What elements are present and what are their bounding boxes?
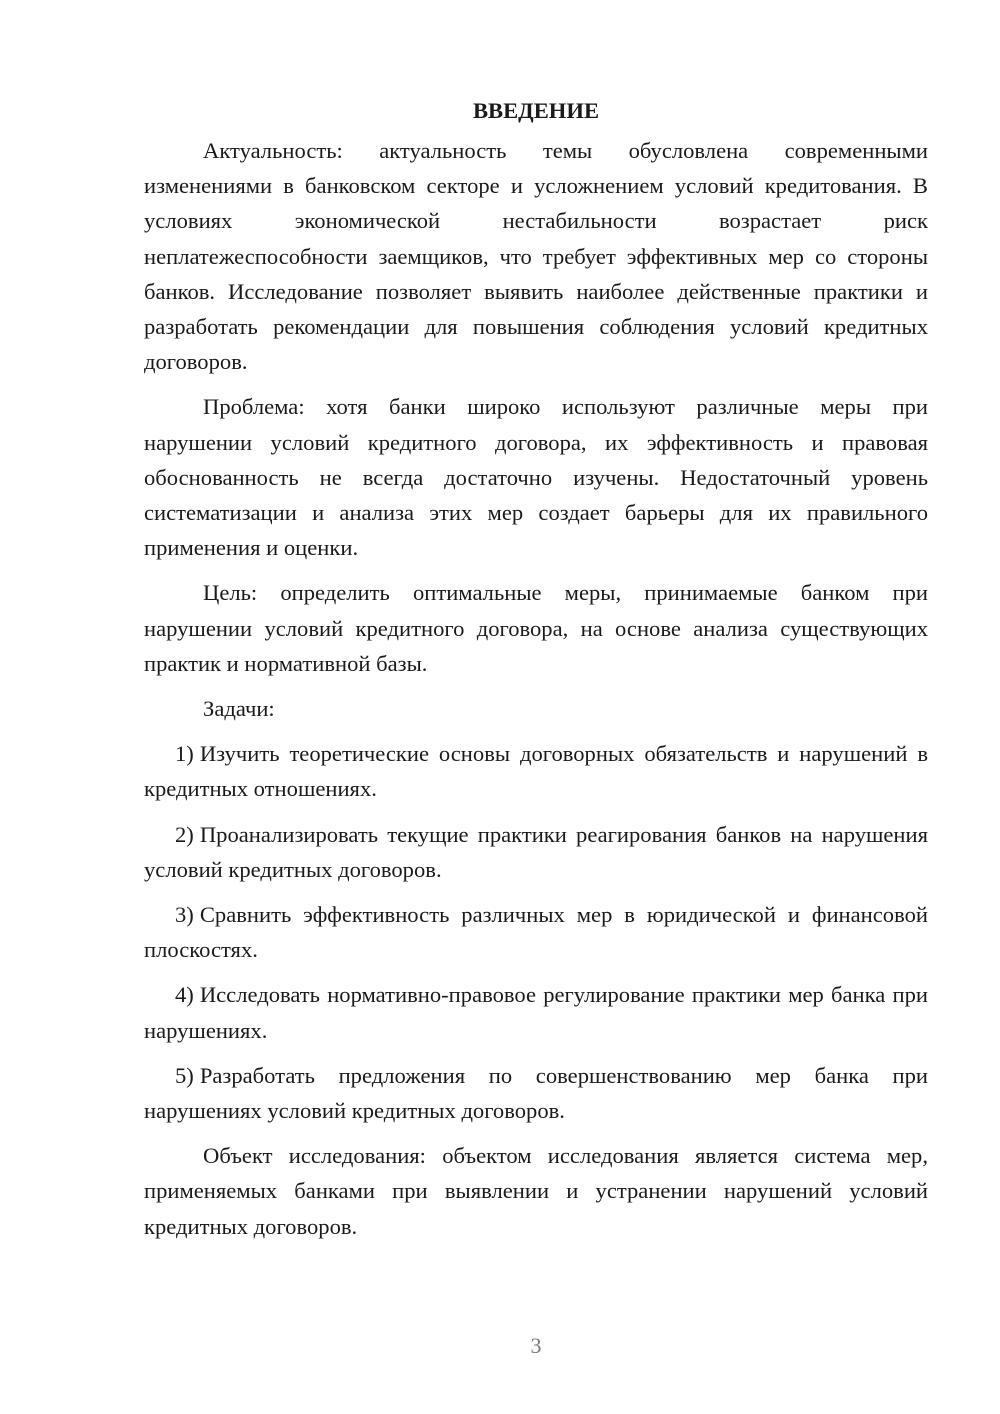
list-item [144, 897, 928, 967]
paragraph-object: Объект исследования: объектом исследования является система мер, применяемых банками при выявлении и устранении нарушений условий кредитных договоров. [144, 1143, 928, 1239]
paragraph-relevance: Актуальность: актуальность темы обусловлена современными изменениями в банковском секторе и усложнением условий кредитования. В условиях экономической нестабильности возрастает риск неплатежеспособности заемщиков, что требует эффективных мер со стороны банков. Исследование позволяет выявить наиболее действенные практики и разработать рекомендации для повышения соблюдения условий кредитных договоров. [144, 138, 928, 375]
paragraph-problem: Проблема: хотя банки широко используют различные меры при нарушении условий кредитного договора, их эффективность и правовая обоснованность не всегда достаточно изучены. Недостаточный уровень систематизации и анализа этих мер создает барьеры для их правильного применения и оценки. [144, 394, 928, 561]
list-item [144, 1058, 928, 1128]
list-item-text: Сравнить эффективность различных мер в юридической и финансовой плоскостях. [144, 902, 928, 963]
tasks-list [144, 736, 928, 1128]
list-item [144, 977, 928, 1047]
list-item-number: 1) [175, 741, 194, 767]
list-item-text: Разработать предложения по совершенствованию мер банка при нарушениях условий кредитных договоров. [144, 1062, 928, 1124]
page-content [144, 95, 928, 1254]
paragraph-goal: Цель: определить оптимальные меры, принимаемые банком при нарушении условий кредитного договора, на основе анализа существующих практик и нормативной базы. [144, 580, 928, 676]
page-number: 3 [530, 1333, 542, 1358]
list-item-number: 5) [175, 1062, 194, 1088]
tasks-heading: Задачи: [203, 696, 275, 722]
list-item-text: Исследовать нормативно-правовое регулирование практики мер банка при нарушениях. [144, 982, 928, 1043]
list-item-number: 3) [175, 902, 194, 928]
list-item-number: 4) [175, 982, 194, 1008]
list-item [144, 817, 928, 887]
list-item-text: Изучить теоретические основы договорных обязательств и нарушений в кредитных отношениях. [144, 741, 928, 802]
list-item-number: 2) [175, 821, 194, 847]
list-item [144, 736, 928, 806]
section-title: ВВЕДЕНИЕ [472, 98, 600, 123]
list-item-text: Проанализировать текущие практики реагирования банков на нарушения условий кредитных договоров. [144, 821, 928, 882]
